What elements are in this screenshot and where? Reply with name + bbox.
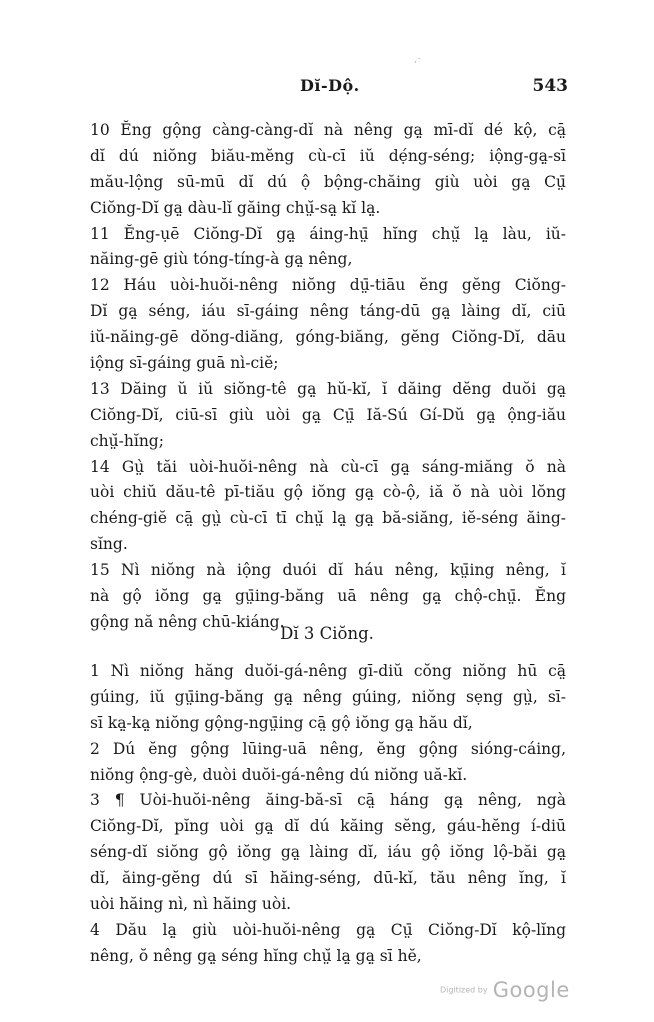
text-line: dĭ dú niŏng biău-mĕng cù-cī iŭ dẹ́ng-séng; iộng-gạ̤-sī (90, 146, 566, 165)
chapter-heading: Dĭ 3 Ciŏng. (280, 624, 374, 643)
digitization-watermark (440, 978, 570, 1002)
running-title: Dĭ-Dộ. (300, 76, 360, 95)
text-line: nêng, ŏ nêng gạ̤ séng hĭng chṳ̆ lạ̤ gạ̤ sī hĕ, (90, 946, 422, 965)
text-line: dĭ, ăing-gĕng dú sī hăing-séng, dū-kĭ, tău nêng ĭng, ĭ (90, 869, 566, 888)
text-line: niŏng ộng-gè, duòi duŏi-gá-nêng dú niŏng uă-kĭ. (90, 765, 468, 784)
text-line: uòi chiŭ dău-tê pī-tiău gộ iŏng gạ̤ cò-ộ, iă ŏ nà uòi lŏng (90, 483, 566, 502)
chapter-2-verses (90, 118, 566, 636)
chapter-3-verses (90, 659, 566, 970)
text-line: iộng sī-gáing guā nì-ciĕ; (90, 354, 279, 373)
text-line: 10 Ĕng gộng càng-càng-dĭ nà nêng gạ̤ mī-dĭ dé kộ, cā̤ (90, 121, 566, 139)
text-line: gộng nă nêng chū-kiáng. (90, 612, 285, 631)
text-line: 15 Nì niŏng nà iộng duói dĭ háu nêng, kṳ̄ing nêng, ĭ (90, 561, 566, 580)
text-line: nà gộ iŏng gạ̤ gṳ̄ing-băng uā nêng gạ̤ chộ-chṳ̄. Ĕng (90, 587, 566, 606)
text-line: Ciŏng-Dĭ, pĭng uòi gạ̤ dĭ dú kăing sĕng, gáu-hĕng í-diū (90, 817, 566, 836)
text-line: Ciŏng-Dĭ, ciū-sī giù uòi gạ̤ Cṳ̄ Iă-Sú Gí-Dŭ gạ̤ ộng-iău (90, 405, 566, 424)
text-line: 12 Háu uòi-huŏi-nêng niŏng dṳ̄-tiāu ĕng gĕng Ciŏng- (90, 276, 566, 295)
text-line: Ciŏng-Dĭ gạ̤ dàu-lĭ găing chṳ̆-sạ̤ kĭ lạ̤. (90, 198, 381, 217)
text-line: 3 ¶ Uòi-huŏi-nêng ăing-bă-sī cā̤ háng gạ̤ nêng, ngà (90, 791, 566, 810)
watermark-caption: Digitized by (440, 985, 488, 995)
text-line: séng-dĭ siŏng gộ iŏng gạ̤ làing dĭ, iáu gộ iŏng lộ-băi gạ̤ (90, 843, 566, 862)
text-line: 14 Gṳ̀ tăi uòi-huŏi-nêng nà cù-cī gạ̤ sáng-miăng ŏ nà (90, 457, 566, 476)
text-line: iŭ-năing-gē dŏng-diăng, góng-biăng, gĕng Ciŏng-Dĭ, dāu (90, 328, 566, 347)
text-line: 11 Ĕng-ụē Ciŏng-Dĭ gạ̤ áing-hṳ̄ hĭng chṳ̆ lạ̤ làu, iŭ- (90, 224, 566, 243)
text-line: sī kạ̤-kạ̤ niŏng gộng-ngṳ̄ing cā̤ gộ iŏng gạ̤ hău dĭ, (90, 713, 473, 732)
page-header (0, 76, 654, 100)
print-speck: ·˙ (414, 58, 422, 68)
text-line: năing-gē giù tóng-tíng-à gạ̤ nêng, (90, 250, 353, 269)
text-line: chéng-giĕ cā̤ gṳ̀ cù-cī tī chṳ̆ lạ̤ gạ̤ bă-siăng, iĕ-séng ăing- (90, 509, 566, 528)
text-line: chṳ̆-hĭng; (90, 431, 164, 450)
text-line: 1 Nì niŏng hăng duŏi-gá-nêng gī-diŭ cŏng niŏng hū cā̤ (90, 662, 566, 680)
text-line: Dĭ gạ̤ séng, iáu sī-gáing nêng táng-dū gạ̤ làing dĭ, ciū (90, 302, 566, 321)
text-line: uòi hăing nì, nì hăing uòi. (90, 895, 292, 914)
text-line: 4 Dău lạ̤ giù uòi-huŏi-nêng gạ̤ Cṳ̄ Ciŏng-Dĭ kộ-lĭng (90, 920, 566, 939)
text-line: 2 Dú ĕng gộng lūing-uā nêng, ĕng gộng sióng-cáing, (90, 739, 566, 758)
page-number: 543 (532, 76, 568, 96)
text-line: gúing, iŭ gṳ̄ing-băng gạ̤ nêng gúing, niŏng sẹng gṳ̀, sī- (90, 687, 566, 706)
text-line: mău-lộng sū-mū dĭ dú ộ bộng-chăing giù uòi gạ̤ Cṳ̄ (90, 172, 566, 191)
text-line: sĭng. (90, 535, 128, 554)
text-line: 13 Dăing ŭ iŭ siŏng-tê gạ̤ hŭ-kĭ, ĭ dăing dĕng duŏi gạ̤ (90, 379, 566, 398)
google-logo: Google (492, 978, 570, 1002)
